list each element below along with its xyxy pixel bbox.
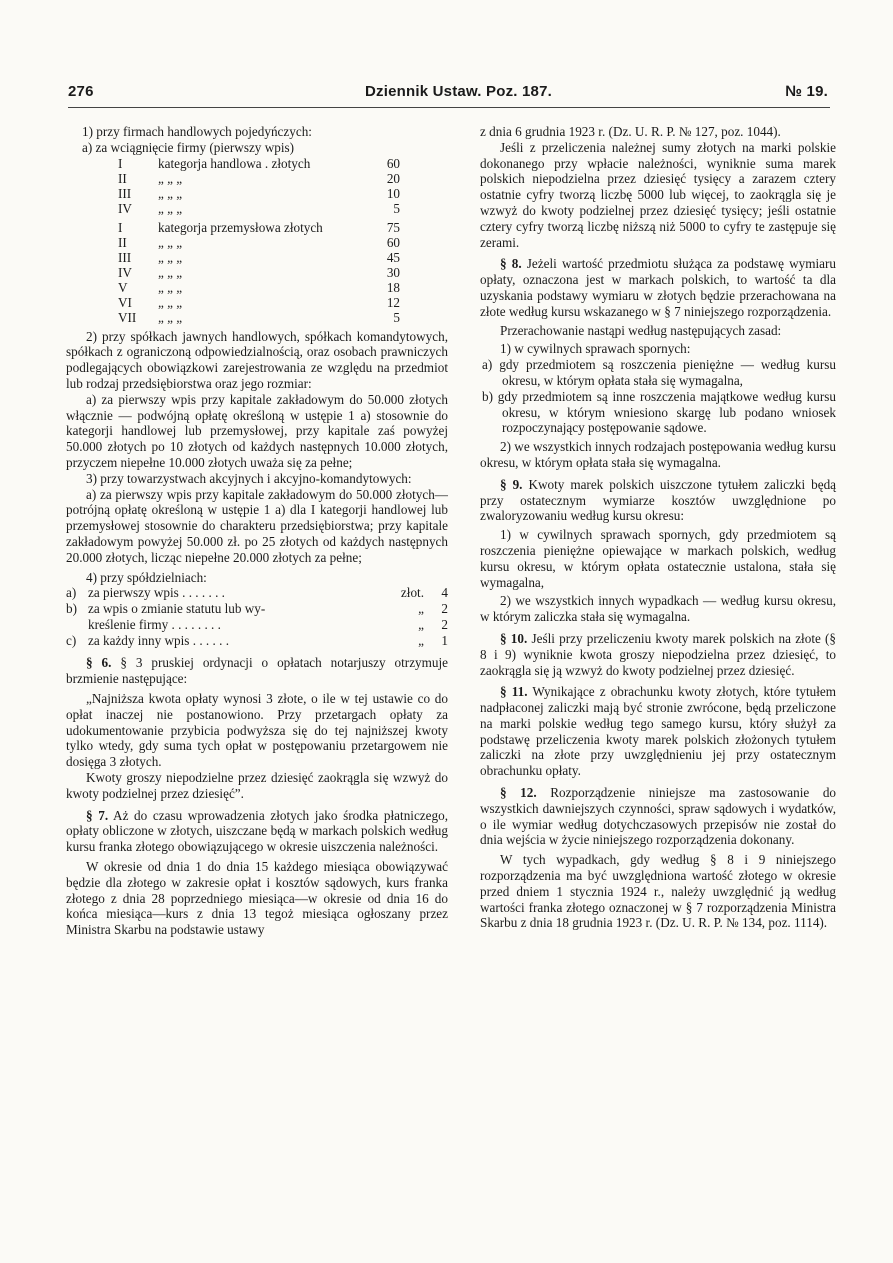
header-rule <box>68 107 830 108</box>
section-9-item-2: 2) we wszystkich innych wypadkach — według kursu okresu, w którym zaliczka stała się wymagalna. <box>480 593 836 625</box>
fees-intro-firms: 1) przy firmach handlowych pojedyńczych: <box>82 124 312 139</box>
section-12-paragraph-2: W tych wypadkach, gdy według § 8 i 9 niniejszego rozporządzenia ma być uwzględniona wartość złotego w okresie przed dniem 1 stycznia 1924 r., należy uwzględnić ją według wartości franka złotego oznaczonej w § 7 rozporządzenia Ministra Skarbu z dnia 18 grudnia 1923 r. (Dz. U. R. P. № 134, poz. 1114). <box>480 852 836 931</box>
fees-intro-a: a) za wciągnięcie firmy (pierwszy wpis) <box>82 139 295 155</box>
section-7-paragraph-2: W okresie od dnia 1 do dnia 15 każdego miesiąca obowiązywać będzie dla złotego w zakresie opłat i kosztów sądowych, kurs franka złotego z dnia 28 poprzedniego miesiąca—w okresie od dnia 16 do końca miesiąca—kurs z dnia 13 tegoż miesiąca ogłoszany przez Ministra Skarbu na podstawie ustawy <box>66 858 448 938</box>
quote-paragraph-2: Kwoty groszy niepodzielne przez dziesięć zaokrągla się wzwyż do kwoty podzielnej przez dziesięć”. <box>66 769 448 801</box>
journal-title: Dziennik Ustaw. Poz. 187. <box>365 83 552 100</box>
section-11-label: § 11. <box>500 684 528 700</box>
paragraph-3a: a) za pierwszy wpis przy kapitale zakładowym do 50.000 złotych—potrójną opłatę określoną w ustępie 1 a) dla I kategorji handlowej lub przemysłowej stosownie do charakteru przedsiębiorstwa; przy kapitale zakładowym powyżej 50.000 zł. po 25 złotych od każdych następnych 20.000 złotych, licząc niepełne 20.000 złotych za pełne; <box>66 486 448 565</box>
section-7-label: § 7. <box>86 807 109 823</box>
section-8-item-2: 2) we wszystkich innych rodzajach postępowania według kursu okresu, w którym opłata stała się wymagalna. <box>480 439 836 470</box>
cooperative-fees-table <box>66 585 448 649</box>
section-8-item-1a: a) gdy przedmiotem są roszczenia pieniężne — według kursu okresu, w którym opłata stała się wymagalna, <box>482 357 836 388</box>
section-9-item-1: 1) w cywilnych sprawach spornych, gdy przedmiotem są roszczenia pieniężne opiewające w markach polskich, według kursu okresu, w którym opłata ostatecznie ustalona, stała się wymagalna, <box>480 527 836 590</box>
category-row: IV „ „ „ 30 <box>118 264 400 280</box>
paragraph-3: 3) przy towarzystwach akcyjnych i akcyjno-komandytowych: <box>86 470 412 486</box>
section-7: § 7. Aż do czasu wprowadzenia złotych jako środka płatniczego, opłaty obliczone w złotych, uiszczane będą w markach polskich według kursu franka złotego obowiązującego w okresie uiszczenia należności. <box>66 807 449 855</box>
category-table-przemyslowa <box>118 220 408 325</box>
paragraph-2: 2) przy spółkach jawnych handlowych, spółkach komandytowych, spółkach z ograniczoną odpowiedzialnością, oraz osobach prawniczych podlegających obowiązkowi zarejestrowania ze względu na przedmiot lub rodzaj przedsiębiorstwa oraz jego rozmiar: <box>66 328 448 391</box>
section-8-item-1: 1) w cywilnych sprawach spornych: <box>500 341 691 357</box>
section-8-item-1b: b) gdy przedmiotem są inne roszczenia majątkowe według kursu okresu, w którym wniesiono skargę lub podano wniosek rozpoczynający postępowanie sądowe. <box>482 388 836 436</box>
category-row: V „ „ „ 18 <box>118 279 400 295</box>
category-row: II „ „ „ 20 <box>118 170 400 186</box>
section-9: § 9. Kwoty marek polskich uiszczone tytułem zaliczki będą przy ostatecznym wymiarze kosztów uwzględnione po zwaloryzowaniu według kursu okresu: <box>480 476 837 524</box>
section-6: § 6. § 3 pruskiej ordynacji o opłatach notarjuszy otrzymuje brzmienie następujące: <box>66 655 449 687</box>
section-12-label: § 12. <box>500 785 537 801</box>
paragraph-2a: a) za pierwszy wpis przy kapitale zakładowym do 50.000 złotych włącznie — podwójną opłatę określoną w ustępie 1 a) stosownie do kategorji handlowej lub przemysłowej, przy kapitale zaś powyżej 50.000 złotych po 10 złotych od każdych następnych 10.000 złotych, przyczem niepełne 10.000 złotych uważa się za pełne; <box>66 391 448 470</box>
section-9-label: § 9. <box>500 476 523 492</box>
rounding-paragraph: Jeśli z przeliczenia należnej sumy złotych na marki polskie dokonanego przy wpłacie należności, wyniknie suma marek polskich niepodzielna przez dziesięć tysięcy a zarazem cztery ostatnie cyfry tworzą liczbę 5000 lub więcej, to zaokrągla się je wzwyż do kwoty podzielnej przez dziesięć tysięcy; jeśli ostatnie cztery cyfry tworzą liczbę niższą niż 5000 to cyfry te zastępuje się zerami. <box>480 139 836 250</box>
category-row: II „ „ „ 60 <box>118 234 400 250</box>
section-8-paragraph-2: Przerachowanie nastąpi według następujących zasad: <box>500 322 782 338</box>
category-row: I kategorja handlowa . złotych 60 <box>118 155 400 171</box>
category-row: III „ „ „ 45 <box>118 249 400 265</box>
section-8: § 8. Jeżeli wartość przedmiotu służąca za podstawę wymiaru opłaty, oznaczona jest w markach polskich, to wartość ta dla uzyskania podstawy wymiaru w złotych będzie przerachowana na złote według kursu wskazanego w § 7 niniejszego rozporządzenia. <box>480 256 836 319</box>
quote-paragraph-1: „Najniższa kwota opłaty wynosi 3 złote, o ile w tej ustawie co do opłat inaczej nie postanowiono. Przy przetargach opłaty za udokumentowanie przybicia podwyższa się do tej najniższej kwoty tylko wtedy, gdy suma tych opłat w postępowaniu przetargowem nie dosięga 3 złotych. <box>66 690 448 770</box>
section-12: § 12. Rozporządzenie niniejsze ma zastosowanie do wszystkich dawniejszych czynności, spraw sądowych i wydatków, o ile wymiar według dotychczasowych przepisów nie został do dnia wejścia w życie niniejszego rozporządzenia dokonany. <box>480 785 837 848</box>
paragraph-4: 4) przy spółdzielniach: <box>86 569 207 585</box>
section-8-label: § 8. <box>500 256 522 272</box>
category-row: VII „ „ „ 5 <box>118 309 400 325</box>
section-6-label: § 6. <box>86 655 112 671</box>
category-table-handlowa <box>118 156 408 216</box>
section-10: § 10. Jeśli przy przeliczeniu kwoty marek polskich na złote (§ 8 i 9) wyniknie kwota groszy niepodzielna przez dziesięć, to zaokrągla się ją wzwyż do kwoty podzielnej przez dziesięć. <box>480 630 837 678</box>
fee-row: kreślenie firmy . . . . . . . . „ 2 <box>88 617 448 633</box>
category-row: IV „ „ „ 5 <box>118 200 400 216</box>
category-row: III „ „ „ 10 <box>118 185 400 201</box>
page-header <box>68 84 828 104</box>
category-row: I kategorja przemysłowa złotych 75 <box>118 219 400 235</box>
right-column <box>480 124 836 931</box>
left-column <box>66 124 448 938</box>
fee-row: b) za wpis o zmianie statutu lub wy- „ 2 <box>66 601 448 617</box>
fee-row: a) za pierwszy wpis . . . . . . . złot. 4 <box>66 585 448 601</box>
issue-number: № 19. <box>785 83 828 100</box>
fee-row: c) za każdy inny wpis . . . . . . „ 1 <box>66 633 448 649</box>
right-continuation: z dnia 6 grudnia 1923 r. (Dz. U. R. P. № 127, poz. 1044). <box>480 124 781 139</box>
section-10-label: § 10. <box>500 630 528 646</box>
section-11: § 11. Wynikające z obrachunku kwoty złotych, które tytułem nadpłaconej zaliczki mają być stronie zwrócone, będą przeliczone na marki polskie według tego samego kursu, który służył za podstawę przeliczenia kwoty marek polskich złożonych tytułem zaliczki na złote przy uwzględnieniu jej przy ostatecznym obrachunku opłaty. <box>480 684 836 779</box>
category-row: VI „ „ „ 12 <box>118 294 400 310</box>
page-number: 276 <box>68 83 94 100</box>
